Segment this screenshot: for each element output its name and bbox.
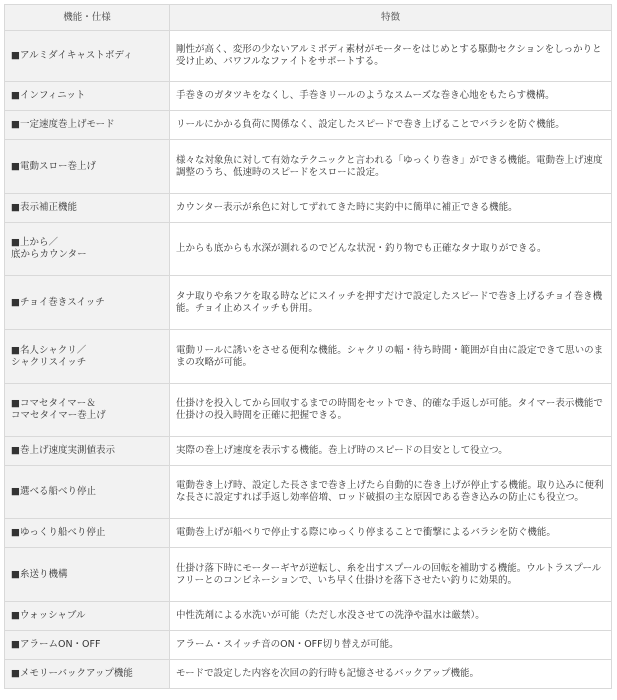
table-row — [5, 276, 612, 330]
feature-name: ■糸送り機構 — [5, 548, 170, 602]
header-description: 特徴 — [170, 5, 612, 31]
table-row — [5, 31, 612, 82]
feature-description: 電動巻上げが船べりで停止する際にゆっくり停まることで衝撃によるバラシを防ぐ機能。 — [170, 519, 612, 548]
feature-name: ■一定速度巻上げモード — [5, 111, 170, 140]
feature-description: 様々な対象魚に対して有効なテクニックと言われる「ゆっくり巻き」ができる機能。電動巻上げ速度調整のうち、低速時のスピードをスローに設定。 — [170, 140, 612, 194]
spec-table — [4, 4, 612, 689]
feature-description: 実際の巻上げ速度を表示する機能。巻上げ時のスピードの目安として役立つ。 — [170, 437, 612, 466]
table-row — [5, 437, 612, 466]
table-row — [5, 548, 612, 602]
table-row — [5, 330, 612, 384]
feature-description: 上からも底からも水深が測れるのでどんな状況・釣り物でも正確なタナ取りができる。 — [170, 223, 612, 276]
feature-description: 仕掛け落下時にモーターギヤが逆転し、糸を出すスプールの回転を補助する機能。ウルトラスプールフリーとのコンビネーションで、いち早く仕掛けを落下させたい釣りに効果的。 — [170, 548, 612, 602]
table-row — [5, 466, 612, 519]
feature-description: 中性洗剤による水洗いが可能（ただし水没させての洗浄や温水は厳禁）。 — [170, 602, 612, 631]
table-row — [5, 384, 612, 437]
feature-description: 手巻きのガタツキをなくし、手巻きリールのようなスムーズな巻き心地をもたらす機構。 — [170, 82, 612, 111]
feature-description: アラーム・スイッチ音のON・OFF切り替えが可能。 — [170, 631, 612, 660]
feature-name: ■電動スロー巻上げ — [5, 140, 170, 194]
feature-name: ■アラームON・OFF — [5, 631, 170, 660]
feature-description: リールにかかる負荷に関係なく、設定したスピードで巻き上げることでバラシを防ぐ機能。 — [170, 111, 612, 140]
table-row — [5, 660, 612, 689]
feature-name: ■上から／ 底からカウンター — [5, 223, 170, 276]
feature-description: タナ取りや糸フケを取る時などにスイッチを押すだけで設定したスピードで巻き上げるチョイ巻き機能。チョイ止めスイッチも併用。 — [170, 276, 612, 330]
feature-name: ■ゆっくり船べり停止 — [5, 519, 170, 548]
feature-name: ■表示補正機能 — [5, 194, 170, 223]
feature-name: ■巻上げ速度実測値表示 — [5, 437, 170, 466]
feature-name: ■コマセタイマー＆ コマセタイマー巻上げ — [5, 384, 170, 437]
feature-name: ■メモリーバックアップ機能 — [5, 660, 170, 689]
table-row — [5, 111, 612, 140]
table-row — [5, 519, 612, 548]
feature-name: ■名人シャクリ／ シャクリスイッチ — [5, 330, 170, 384]
feature-name: ■インフィニット — [5, 82, 170, 111]
table-row — [5, 194, 612, 223]
feature-description: カウンター表示が糸色に対してずれてきた時に実釣中に簡単に補正できる機能。 — [170, 194, 612, 223]
feature-description: モードで設定した内容を次回の釣行時も記憶させるバックアップ機能。 — [170, 660, 612, 689]
feature-name: ■アルミダイキャストボディ — [5, 31, 170, 82]
feature-name: ■チョイ巻きスイッチ — [5, 276, 170, 330]
table-row — [5, 140, 612, 194]
feature-description: 剛性が高く、変形の少ないアルミボディ素材がモーターをはじめとする駆動セクションをしっかりと受け止め、パワフルなファイトをサポートする。 — [170, 31, 612, 82]
table-row — [5, 223, 612, 276]
feature-name: ■ウォッシャブル — [5, 602, 170, 631]
feature-name: ■選べる船べり停止 — [5, 466, 170, 519]
feature-description: 仕掛けを投入してから回収するまでの時間をセットでき、的確な手返しが可能。タイマー表示機能で仕掛けの投入時間を正確に把握できる。 — [170, 384, 612, 437]
table-row — [5, 631, 612, 660]
feature-description: 電動巻き上げ時、設定した長さまで巻き上げたら自動的に巻き上げが停止する機能。取り込みに便利な長さに設定すれば手返し効率倍増、ロッド破損の主な原因である巻き込みの防止にも役立つ。 — [170, 466, 612, 519]
table-row — [5, 602, 612, 631]
header-feature: 機能・仕様 — [5, 5, 170, 31]
table-row — [5, 82, 612, 111]
feature-description: 電動リールに誘いをさせる便利な機能。シャクリの幅・待ち時間・範囲が自由に設定できて思いのままの攻略が可能。 — [170, 330, 612, 384]
table-header-row — [5, 5, 612, 31]
